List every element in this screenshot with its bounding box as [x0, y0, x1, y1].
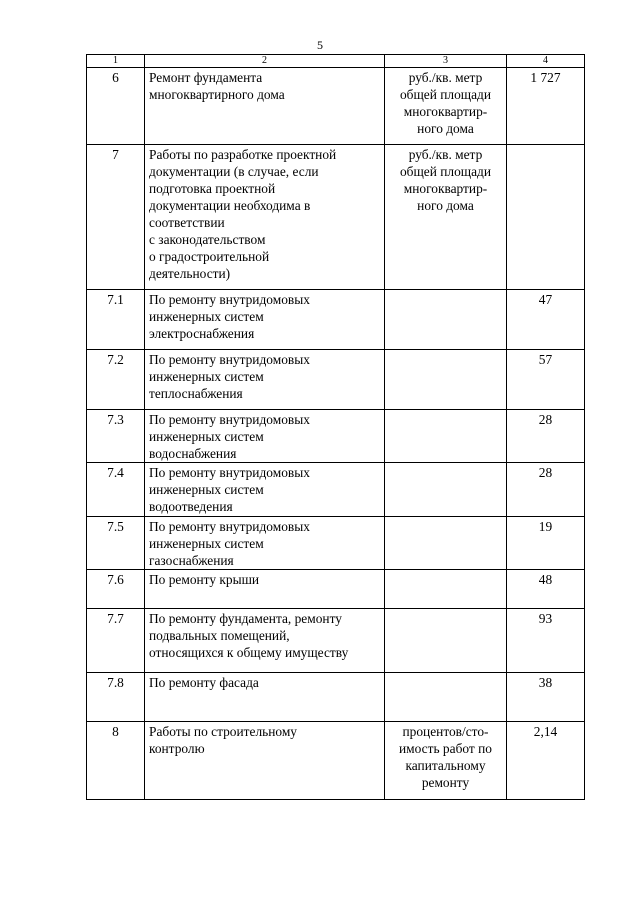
row-number: 7.8 — [87, 673, 145, 722]
unit-of-measure — [385, 350, 507, 410]
table-row — [87, 463, 585, 517]
table-row — [87, 410, 585, 463]
page-number: 5 — [317, 38, 323, 52]
work-description: Работы по разработке проектной документации (в случае, если подготовка проектной документации необходима в соответствии с законодательством о градостроительной деятельности) — [145, 145, 385, 290]
unit-of-measure: руб./кв. метр общей площади многоквартир- ного дома — [385, 68, 507, 145]
cost-value: 93 — [507, 609, 585, 673]
row-number: 7.3 — [87, 410, 145, 463]
column-header: 1 — [87, 55, 145, 68]
cost-value: 28 — [507, 410, 585, 463]
row-number: 7.2 — [87, 350, 145, 410]
unit-of-measure — [385, 517, 507, 570]
unit-of-measure: руб./кв. метр общей площади многоквартир- ного дома — [385, 145, 507, 290]
table-header-row — [87, 55, 585, 68]
row-number: 7.4 — [87, 463, 145, 517]
table-row — [87, 350, 585, 410]
row-number: 8 — [87, 722, 145, 800]
row-number: 6 — [87, 68, 145, 145]
cost-value: 28 — [507, 463, 585, 517]
work-description: Ремонт фундамента многоквартирного дома — [145, 68, 385, 145]
rates-table — [86, 54, 585, 800]
work-description: По ремонту фасада — [145, 673, 385, 722]
work-description: По ремонту внутридомовых инженерных систем газоснабжения — [145, 517, 385, 570]
table-row — [87, 609, 585, 673]
row-number: 7.7 — [87, 609, 145, 673]
cost-value: 19 — [507, 517, 585, 570]
work-description: По ремонту крыши — [145, 570, 385, 609]
unit-of-measure: процентов/сто- имость работ по капитальному ремонту — [385, 722, 507, 800]
table-row — [87, 570, 585, 609]
column-header: 3 — [385, 55, 507, 68]
cost-value — [507, 145, 585, 290]
cost-value: 48 — [507, 570, 585, 609]
cost-value: 38 — [507, 673, 585, 722]
row-number: 7.5 — [87, 517, 145, 570]
unit-of-measure — [385, 673, 507, 722]
table-row — [87, 68, 585, 145]
row-number: 7.1 — [87, 290, 145, 350]
table-row — [87, 722, 585, 800]
cost-value: 2,14 — [507, 722, 585, 800]
work-description: По ремонту фундамента, ремонту подвальных помещений, относящихся к общему имуществу — [145, 609, 385, 673]
work-description: Работы по строительному контролю — [145, 722, 385, 800]
work-description: По ремонту внутридомовых инженерных систем водоотведения — [145, 463, 385, 517]
work-description: По ремонту внутридомовых инженерных систем электроснабжения — [145, 290, 385, 350]
cost-value: 57 — [507, 350, 585, 410]
row-number: 7.6 — [87, 570, 145, 609]
unit-of-measure — [385, 290, 507, 350]
table-row — [87, 517, 585, 570]
work-description: По ремонту внутридомовых инженерных систем теплоснабжения — [145, 350, 385, 410]
cost-value: 1 727 — [507, 68, 585, 145]
row-number: 7 — [87, 145, 145, 290]
table-row — [87, 290, 585, 350]
table-row — [87, 145, 585, 290]
unit-of-measure — [385, 410, 507, 463]
unit-of-measure — [385, 463, 507, 517]
cost-value: 47 — [507, 290, 585, 350]
unit-of-measure — [385, 609, 507, 673]
column-header: 2 — [145, 55, 385, 68]
unit-of-measure — [385, 570, 507, 609]
work-description: По ремонту внутридомовых инженерных систем водоснабжения — [145, 410, 385, 463]
table-row — [87, 673, 585, 722]
column-header: 4 — [507, 55, 585, 68]
